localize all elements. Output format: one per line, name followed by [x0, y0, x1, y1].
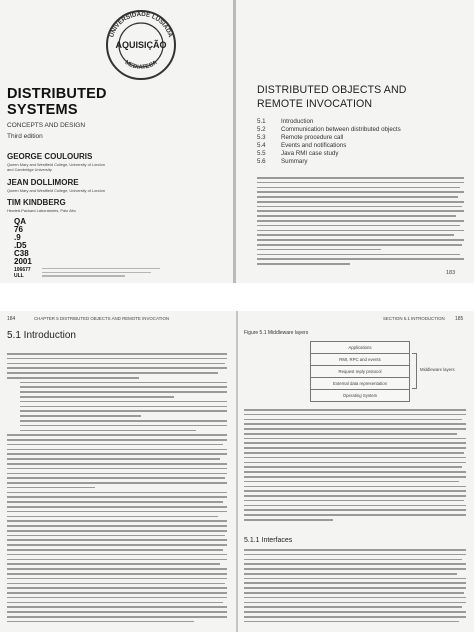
- stamp-center: AQUISIÇÃO: [115, 40, 167, 50]
- call-number-line: QA: [14, 217, 26, 226]
- right-page-body: [244, 409, 466, 524]
- left-page-number: 184: [7, 316, 16, 322]
- author-affiliation: Hewlett-Packard Laboratories, Palo Alto: [7, 208, 76, 213]
- page-number: 183: [446, 270, 456, 276]
- book-title-line1: DISTRIBUTED: [7, 86, 107, 102]
- right-running-header: SECTION 5.1 INTRODUCTION: [383, 316, 445, 321]
- call-number-line: 2001: [14, 257, 32, 266]
- author-affiliation: Queen Mary and Westfield College, University of London: [7, 162, 105, 167]
- author-name: JEAN DOLLIMORE: [7, 178, 79, 187]
- interfaces-body: [244, 549, 466, 626]
- stamp-ring-top: UNIVERSIDADE LUSÍADA: [108, 10, 174, 39]
- call-number-label: [14, 218, 32, 279]
- author-name: TIM KINDBERG: [7, 198, 66, 207]
- author-affiliation: Queen Mary and Westfield College, University of London: [7, 188, 105, 193]
- toc-item: 5.2 Communication between distributed objects: [257, 126, 401, 134]
- right-page-number: 185: [455, 316, 464, 322]
- spread-divider: [0, 283, 474, 311]
- chapter-intro-text: [257, 177, 464, 268]
- author-affiliation: and Cambridge University: [7, 167, 52, 172]
- section-title: 5.1 Introduction: [7, 330, 76, 341]
- layer-box: RMI, RPC and events: [310, 354, 410, 366]
- book-subtitle: CONCEPTS AND DESIGN: [7, 122, 86, 129]
- toc-item: 5.5 Java RMI case study: [257, 150, 339, 158]
- layer-box: Applications: [310, 341, 410, 354]
- subsection-title: 5.1.1 Interfaces: [244, 537, 293, 544]
- toc-item: 5.4 Events and notifications: [257, 142, 347, 150]
- stamp-ring-bottom: MEDIATECA: [123, 59, 159, 71]
- toc-item: 5.1 Introduction: [257, 118, 314, 125]
- call-number-line: 106677: [14, 267, 31, 273]
- middleware-bracket: [412, 353, 417, 389]
- call-number-line: 76: [14, 225, 23, 234]
- call-number-line: .9: [14, 233, 21, 242]
- publisher-imprint: [42, 268, 160, 277]
- svg-text:MEDIATECA: [123, 59, 159, 70]
- book-edition: Third edition: [7, 133, 43, 140]
- book-title-line2: SYSTEMS: [7, 102, 78, 118]
- layer-box: External data representation: [310, 378, 410, 390]
- author-name: GEORGE COULOURIS: [7, 152, 93, 161]
- middleware-layers-figure: [310, 341, 410, 402]
- layer-box: Request reply protocol: [310, 366, 410, 378]
- svg-text:UNIVERSIDADE LUSÍADA: [108, 11, 174, 39]
- call-number-line: C38: [14, 249, 29, 258]
- left-page-body: [7, 353, 227, 626]
- toc-item: 5.3 Remote procedure call: [257, 134, 344, 142]
- middleware-label: Middleware layers: [420, 367, 455, 372]
- chapter-toc: [257, 118, 401, 167]
- cover-spread: [0, 0, 474, 283]
- call-number-line: ULL: [14, 273, 24, 279]
- figure-caption: Figure 5.1 Middleware layers: [244, 330, 309, 336]
- book-spine: [233, 0, 236, 283]
- library-stamp-icon: [104, 8, 178, 82]
- call-number-line: .D5: [14, 241, 27, 250]
- chapter-title-line2: REMOTE INVOCATION: [257, 98, 373, 110]
- book-gutter: [236, 311, 238, 632]
- left-running-header: CHAPTER 5 DISTRIBUTED OBJECTS AND REMOTE INVOCATION: [34, 316, 170, 321]
- layer-box: Operating System: [310, 390, 410, 402]
- content-spread: [0, 311, 474, 632]
- toc-item: 5.6 Summary: [257, 158, 308, 166]
- chapter-title-line1: DISTRIBUTED OBJECTS AND: [257, 84, 407, 96]
